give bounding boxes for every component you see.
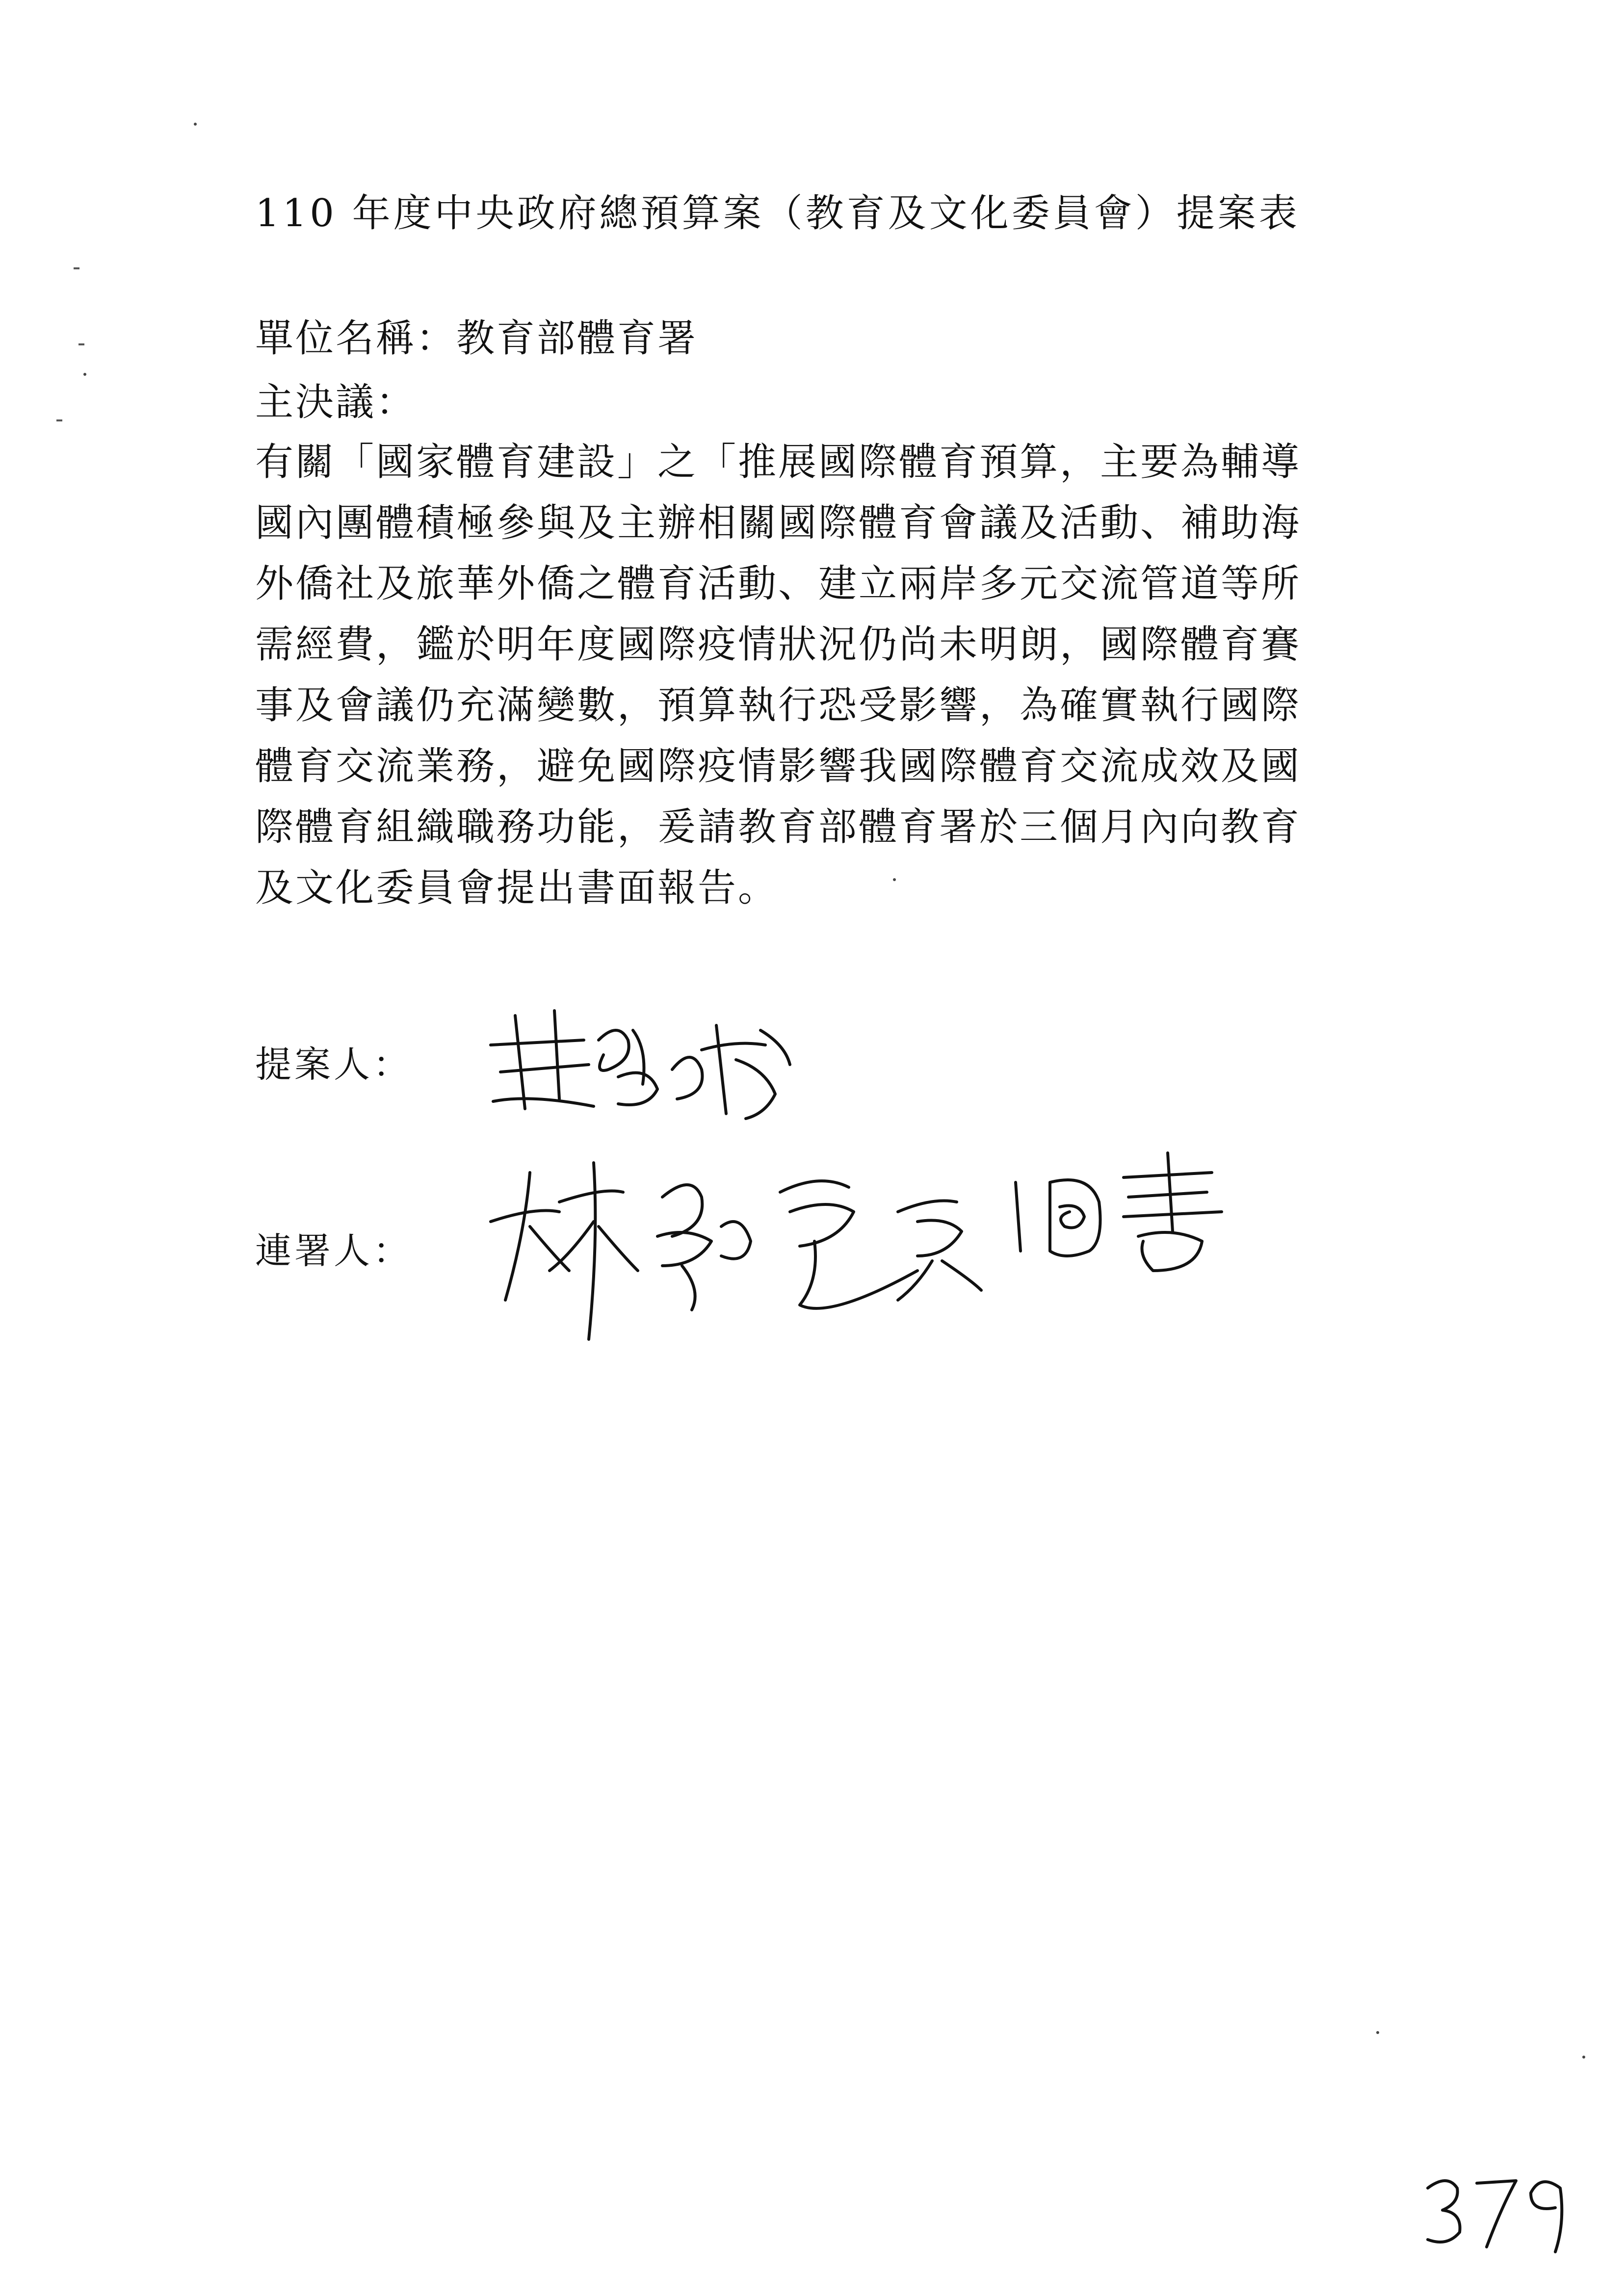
scan-speck: [83, 373, 86, 376]
scan-mark: [74, 267, 79, 269]
proposer-label: 提案人：: [255, 1044, 412, 1086]
unit-name-line: 單位名稱：教育部體育署: [255, 316, 698, 361]
handwritten-page-number: [1413, 2154, 1580, 2262]
proposer-signature: [471, 986, 824, 1133]
scan-mark: [56, 419, 62, 421]
cosigner-label: 連署人：: [255, 1230, 412, 1272]
resolution-line: 外僑社及旅華外僑之體育活動、建立兩岸多元交流管道等所: [255, 562, 1302, 606]
main-resolution-label: 主決議：: [255, 380, 417, 424]
resolution-line: 體育交流業務，避免國際疫情影響我國際體育交流成效及國: [255, 744, 1302, 788]
resolution-line: 際體育組織職務功能，爰請教育部體育署於三個月內向教育: [255, 805, 1302, 849]
resolution-line: 有關「國家體育建設」之「推展國際體育預算，主要為輔導: [255, 440, 1302, 484]
resolution-line: 及文化委員會提出書面報告。: [255, 866, 779, 910]
scan-speck: [194, 123, 197, 126]
cosigner-signatures: [476, 1143, 1285, 1354]
scan-speck: [1582, 2056, 1585, 2059]
resolution-line: 國內團體積極參與及主辦相關國際體育會議及活動、補助海: [255, 501, 1302, 545]
resolution-line: 事及會議仍充滿變數，預算執行恐受影響，為確實執行國際: [255, 683, 1302, 728]
document-title: 110 年度中央政府總預算案（教育及文化委員會）提案表: [255, 191, 1300, 235]
scan-mark: [79, 343, 84, 345]
scan-speck: [893, 878, 896, 881]
resolution-body: [255, 432, 1408, 918]
scan-speck: [1376, 2031, 1379, 2034]
resolution-line: 需經費，鑑於明年度國際疫情狀況仍尚未明朗，國際體育賽: [255, 623, 1302, 667]
